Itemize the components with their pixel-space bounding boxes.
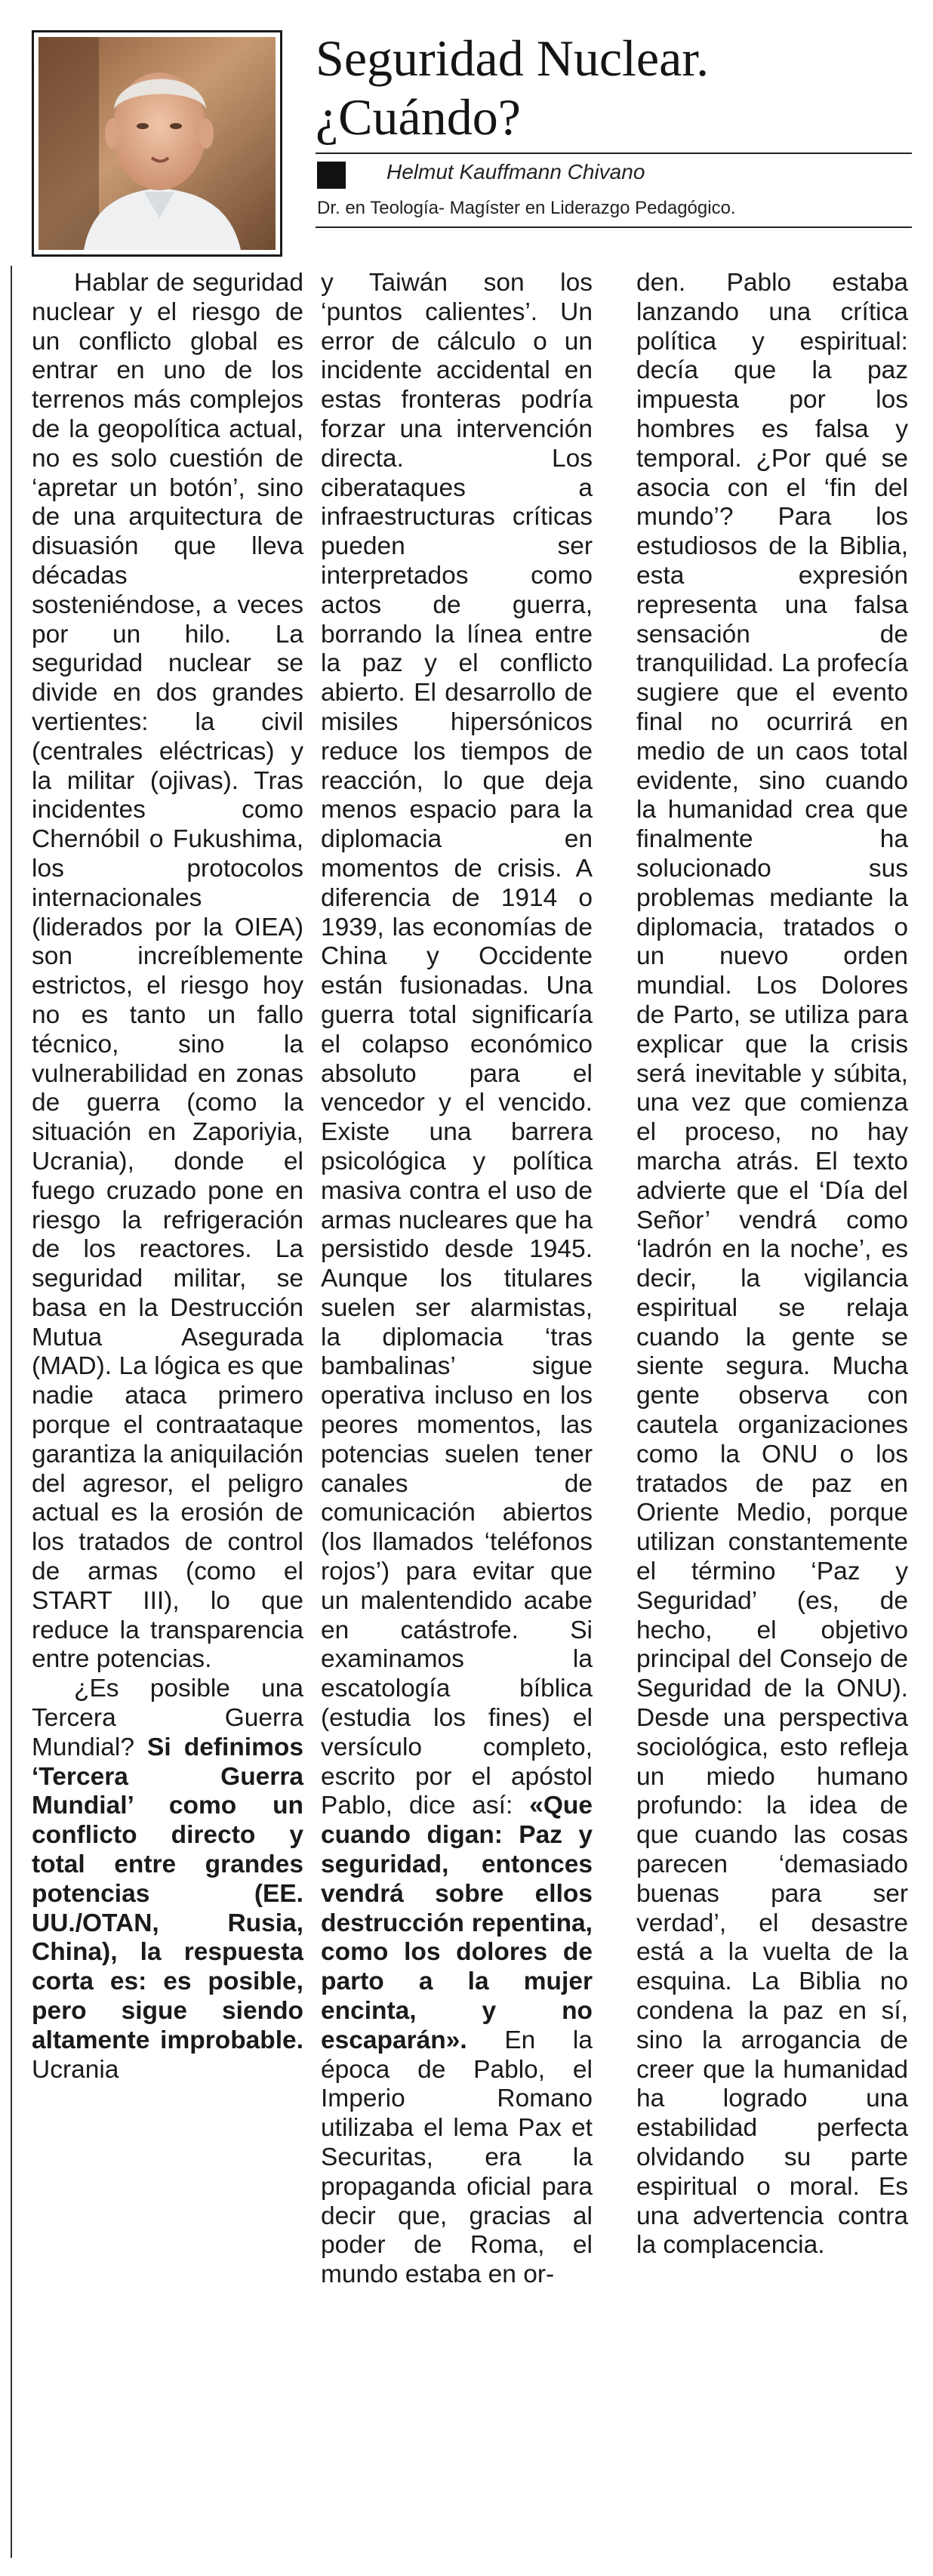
- paragraph: [32, 1675, 303, 2085]
- headline-line-2: ¿Cuándo?: [316, 88, 521, 146]
- article-column-2: [321, 269, 593, 2290]
- author-photo: [38, 37, 276, 250]
- article-header: [0, 0, 933, 264]
- text-run: Ucrania: [32, 2055, 119, 2084]
- header-rule-top: [316, 153, 912, 154]
- left-margin-rule: [11, 266, 12, 2558]
- text-run: y Taiwán son los ‘puntos calientes’. Un error de cálculo o un incidente accidental en estas fronteras podría forzar una intervención directa. Los ciberataques a infraestructuras críticas pueden ser interpretados como actos de guerra, borrando la línea entre la paz y el conflicto abierto. El desarrollo de misiles hipersónicos reduce los tiempos de reacción, lo que deja menos espacio para la diplomacia en momentos de crisis. A diferencia de 1914 o 1939, las economías de China y Occidente están fusionadas. Una guerra total significaría el colapso económico absoluto para el vencedor y el vencido. Existe una barrera psicológica y política masiva contra el uso de armas nucleares que ha persistido desde 1945. Aunque los titulares suelen ser alarmistas, la diplomacia ‘tras bambalinas’ sigue operativa incluso en los peores momentos, las potencias suelen tener canales de comunicación abiertos (los llamados ‘teléfonos rojos’) para evitar que un malentendido acabe en catástrofe. Si examinamos la escatología bíblica (estudia los fines) el versículo completo, escrito por el apóstol Pablo, dice así:: [321, 269, 593, 1820]
- article-column-1: [32, 269, 303, 2085]
- paragraph: den. Pablo estaba lanzando una crítica política y espiritual: decía que la paz impuesta por los hombres es falsa y temporal. ¿Por qué se asocia con el ‘fin del mundo’? Para los estudiosos de la Biblia, esta expresión representa una falsa sensación de tranquilidad. La profecía sugiere que el evento final no ocurrirá en medio de un caos total evidente, sino cuando la humanidad crea que finalmente ha solucionado sus problemas mediante la diplomacia, tratados o un nuevo orden mundial. Los Dolores de Parto, se utiliza para explicar que la crisis será inevitable y súbita, una vez que comienza el proceso, no hay marcha atrás. El texto advierte que el ‘Día del Señor’ vendrá como ‘ladrón en la noche’, es decir, la vigilancia espiritual se relaja cuando la gente se siente segura. Mucha gente observa con cautela organizaciones como la ONU o los tratados de paz en Oriente Medio, porque utilizan constantemente el término ‘Paz y Seguridad’ (es, de hecho, el objetivo principal del Consejo de Seguridad de la ONU). Desde una perspectiva sociológica, esto refleja un miedo humano profundo: la idea de que cuando las cosas parecen ‘demasiado buenas para ser verdad’, el desastre está a la vuelta de la esquina. La Biblia no condena la paz en sí, sino la arrogancia de creer que la humanidad ha logrado una estabilidad perfecta olvidando su parte espiritual o moral. Es una advertencia contra la complacencia.: [636, 269, 908, 2260]
- headline-line-1: Seguridad Nuclear.: [316, 29, 710, 87]
- text-run: ¿Es posible una Tercera Guerra Mundial?: [32, 1675, 303, 1761]
- header-rule-bottom: [316, 226, 912, 228]
- article-headline: [316, 29, 912, 146]
- author-name: Helmut Kauffmann Chivano: [386, 160, 645, 183]
- bold-text-run: Si definimos ‘Tercera Guerra Mundial’ como un conflicto directo y total entre grandes potencias (EE. UU./OTAN, Rusia, China), la respuesta corta es: es posible, pero sigue siendo altamente improbable.: [32, 1733, 303, 2054]
- article-column-3: [636, 269, 908, 2260]
- text-run: En la época de Pablo, el Imperio Romano utilizaba el lema Pax et Securitas, era la propaganda oficial para decir que, gracias al poder de Roma, el mundo estaba en or-: [321, 2026, 593, 2289]
- byline-marker: [317, 162, 346, 189]
- bold-text-run: «Que cuando digan: Paz y seguridad, entonces vendrá sobre ellos destrucción repentina, como los dolores de parto a la mujer encinta, y no escaparán».: [321, 1792, 593, 2054]
- paragraph: [321, 269, 593, 2290]
- author-credentials: Dr. en Teología- Magíster en Liderazgo Pedagógico.: [317, 198, 736, 218]
- paragraph: Hablar de seguridad nuclear y el riesgo de un conflicto global es entrar en uno de los terrenos más complejos de la geopolítica actual, no es solo cuestión de ‘apretar un botón’, sino de una arquitectura de disuasión que lleva décadas sosteniéndose, a veces por un hilo. La seguridad nuclear se divide en dos grandes vertientes: la civil (centrales eléctricas) y la militar (ojivas). Tras incidentes como Chernóbil o Fukushima, los protocolos internacionales (liderados por la OIEA) son increíblemente estrictos, el riesgo hoy no es tanto un fallo técnico, sino la vulnerabilidad en zonas de guerra (como la situación en Zaporiyia, Ucrania), donde el fuego cruzado pone en riesgo la refrigeración de los reactores. La seguridad militar, se basa en la Destrucción Mutua Asegurada (MAD). La lógica es que nadie ataca primero porque el contraataque garantiza la aniquilación del agresor, el peligro actual es la erosión de los tratados de control de armas (como el START III), lo que reduce la transparencia entre potencias.: [32, 269, 303, 1674]
- author-photo-frame: [32, 30, 282, 257]
